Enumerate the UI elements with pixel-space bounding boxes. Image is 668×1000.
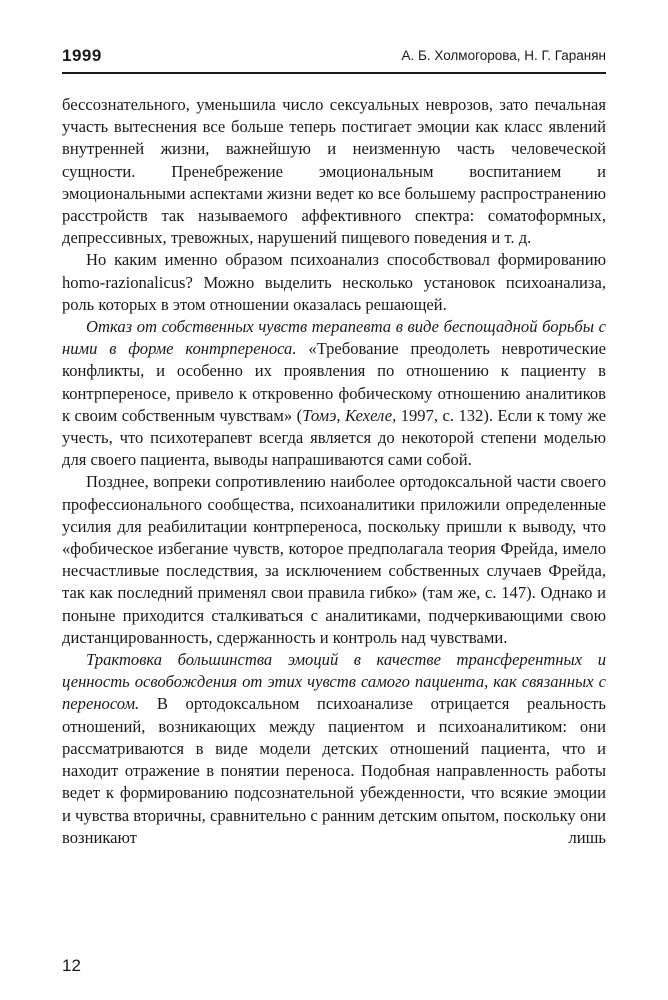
running-header (62, 44, 606, 74)
paragraph (62, 94, 606, 249)
paragraph-text: В ортодоксальном психоанализе отрицается реальность отношений, возникающих между пациентом и психоаналитиком: они рассматриваются в виде модели детских отношений пациента, что и находит отражение в понятии переноса. Подобная направленность работы ведет к формированию подсознательной убежденности, что всякие эмоции и чувства вторичны, сравнительно с ранним детским опытом, поскольку они возникают лишь (62, 694, 606, 847)
paragraph-text: бессознательного, уменьшила число сексуальных неврозов, зато печальная участь вытеснения все больше теперь постигает эмоции как класс явлений внутренней жизни, важнейшую и неизменную часть человеческой сущности. Пренебрежение эмоциональным воспитанием и эмоциональными аспектами жизни ведет ко все большему распространению расстройств так называемого аффективного спектра: соматоформных, депрессивных, тревожных, нарушений пищевого поведения и т. д. (62, 95, 606, 248)
italic-heading: Отказ от собственных чувств терапевта в виде беспощадной борьбы с ними в форме контрпереноса. (62, 317, 606, 359)
paragraph-text: 1997, с. 132). Если к тому же учесть, что психотерапевт всегда является до некоторой степени моделью для своего пациента, выводы напрашиваются сами собой. (62, 405, 606, 470)
paragraph-text: «Требование преодолеть невротические конфликты, и особенно их проявления по отношению к пациенту в контрпереносе, привело к откровенно фобическому отношению аналитиков к своим собственным чувствам» ( (62, 339, 606, 425)
citation-authors: Томэ, Кехеле, (302, 405, 397, 425)
page-number: 12 (62, 956, 81, 975)
header-year: 1999 (62, 46, 102, 65)
paragraph (62, 471, 606, 649)
paragraph-text: Но каким именно образом психоанализ способствовал формированию homo-razionalicus? Можно выделить несколько установок психоанализа, роль которых в этом отношении оказалась решающей. (62, 250, 606, 314)
paragraph (62, 649, 606, 849)
italic-heading: Трактовка большинства эмоций в качестве трансферентных и ценность освобождения от этих чувств самого пациента, как связанных с переносом. (62, 650, 606, 714)
paragraph-text: Позднее, вопреки сопротивлению наиболее ортодоксальной части своего профессионального сообщества, психоаналитики приложили определенные усилия для реабилитации контрпереноса, поскольку пришли к выводу, что «фобическое избегание чувств, которое предполагала теория Фрейда, имело несчастливые последствия, за исключением собственных случаев Фрейда, так как последний применял свои правила гибко» (там же, с. 147). Однако и поныне приходится сталкиваться с аналитиками, подчеркивающими свою дистанцированность, сдержанность и контроль над чувствами. (62, 472, 606, 647)
header-authors: А. Б. Холмогорова, Н. Г. Гаранян (401, 48, 606, 63)
main-text (62, 94, 606, 849)
paragraph (62, 249, 606, 316)
paragraph (62, 316, 606, 471)
